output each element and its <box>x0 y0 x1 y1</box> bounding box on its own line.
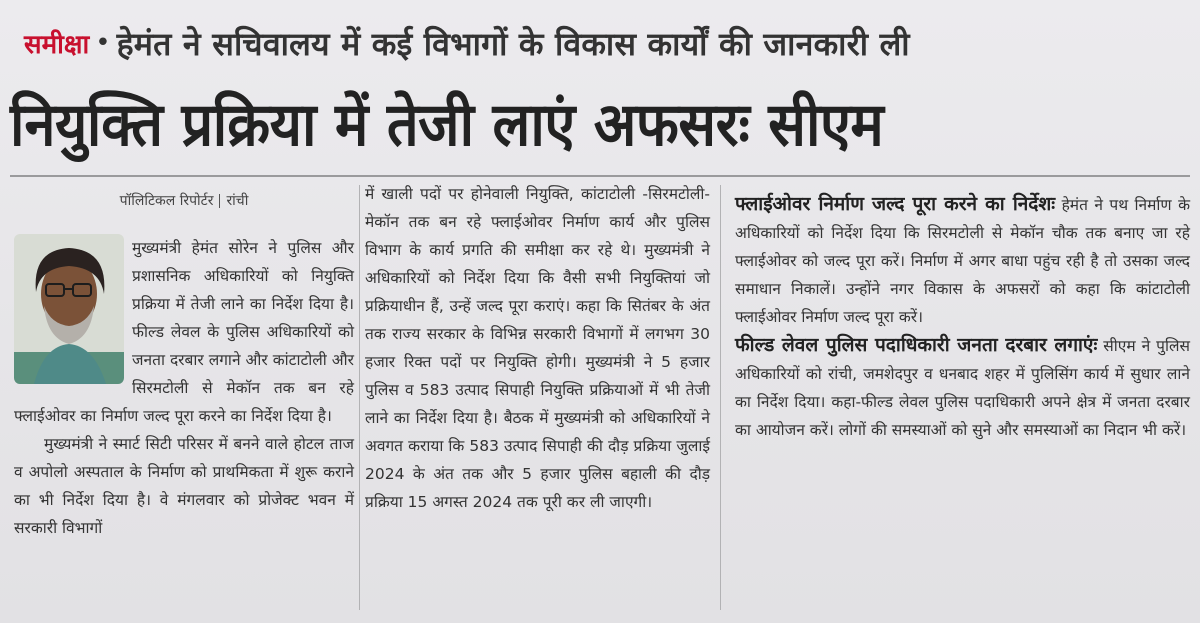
column-divider-1 <box>359 185 360 610</box>
byline-separator <box>219 194 220 208</box>
byline-city: रांची <box>226 193 249 209</box>
subsection-janta-darbar <box>735 331 1190 444</box>
byline <box>14 190 354 212</box>
subheading-janta-darbar: फील्ड लेवल पुलिस पदाधिकारी जनता दरबार लगाएंः <box>735 334 1098 356</box>
column-divider-2 <box>720 185 721 610</box>
subsection-flyover-body: हेमंत ने पथ निर्माण के अधिकारियों को निर्देश दिया कि सिरमटोली से मेकॉन चौक तक बनाए जा रहे फ्लाईओवर को जल्द पूरा करें। निर्माण में अगर बाधा पहुंच रही है तो उसका जल्द समाधान निकालें। उन्होंने नगर विकास के अफसरों को कहा कि कांटाटोली फ्लाईओवर निर्माण जल्द पूरा करें। <box>735 196 1190 326</box>
column-1-text-1: मुख्यमंत्री हेमंत सोरेन ने पुलिस और प्रशासनिक अधिकारियों को नियुक्ति प्रक्रिया में तेजी लाने का निर्देश दिया है। फील्ड लेवल के पुलिस अधिकारियों को जनता दरबार लगाने और कांटाटोली और सिरमटोली से मेकॉन तक बन रहे फ्लाईओवर का निर्माण जल्द पूरा करने का निर्देश दिया है। <box>14 239 354 425</box>
column-2 <box>365 180 710 610</box>
headline-rule <box>10 175 1190 177</box>
kicker-bullet: • <box>95 28 111 58</box>
column-2-text: में खाली पदों पर होनेवाली नियुक्ति, कांटाटोली -सिरमटोली-मेकॉन तक बन रहे फ्लाईओवर निर्माण कार्य और पुलिस विभाग के कार्य प्रगति की समीक्षा कर रहे थे। मुख्यमंत्री ने अधिकारियों को निर्देश दिया कि वैसी सभी नियुक्तियां जो प्रक्रियाधीन हैं, उन्हें जल्द पूरा कराएं। कहा कि सितंबर के अंत तक राज्य सरकार के विभिन्न सरकारी विभागों में लगभग 30 हजार रिक्त पदों पर नियुक्ति होगी। मुख्यमंत्री ने 5 हजार पुलिस व 583 उत्पाद सिपाही नियुक्ति प्रक्रियाओं में भी तेजी लाने का निर्देश दिया है। बैठक में मुख्यमंत्री को अधिकारियों ने अवगत कराया कि 583 उत्पाद सिपाही की दौड़ प्रक्रिया जुलाई 2024 के अंत तक और 5 हजार पुलिस बहाली की दौड़ प्रक्रिया 15 अगस्त 2024 तक पूरी कर ली जाएगी। <box>365 185 710 511</box>
column-1-paragraph-2: मुख्यमंत्री ने स्मार्ट सिटी परिसर में बनने वाले होटल ताज व अपोलो अस्पताल के निर्माण को प्राथमिकता में शुरू कराने का भी निर्देश दिया है। वे मंगलवार को प्रोजेक्ट भवन में सरकारी विभागों <box>14 435 354 537</box>
column-3 <box>735 190 1190 610</box>
section-tag: समीक्षा <box>24 30 90 60</box>
subheading-flyover: फ्लाईओवर निर्माण जल्द पूरा करने का निर्देशः <box>735 193 1056 215</box>
column-1 <box>14 190 354 610</box>
subsection-janta-darbar-body: सीएम ने पुलिस अधिकारियों को रांची, जमशेदपुर व धनबाद शहर में पुलिसिंग कार्य में सुधार लाने का निर्देश दिया। कहा-फील्ड लेवल पुलिस पदाधिकारी अपने क्षेत्र में जनता दरबार का आयोजन करें। लोगों की समस्याओं को सुने और समस्याओं का निदान भी करें। <box>735 337 1190 439</box>
kicker-line <box>24 18 910 68</box>
column-1-paragraph-1 <box>14 234 354 430</box>
byline-reporter: पॉलिटिकल रिपोर्टर <box>119 193 214 209</box>
headline: नियुक्ति प्रक्रिया में तेजी लाएं अफसरः सीएम <box>10 90 884 160</box>
kicker-text: हेमंत ने सचिवालय में कई विभागों के विकास कार्यों की जानकारी ली <box>116 24 910 63</box>
subsection-flyover <box>735 190 1190 331</box>
portrait-photo <box>14 234 124 384</box>
